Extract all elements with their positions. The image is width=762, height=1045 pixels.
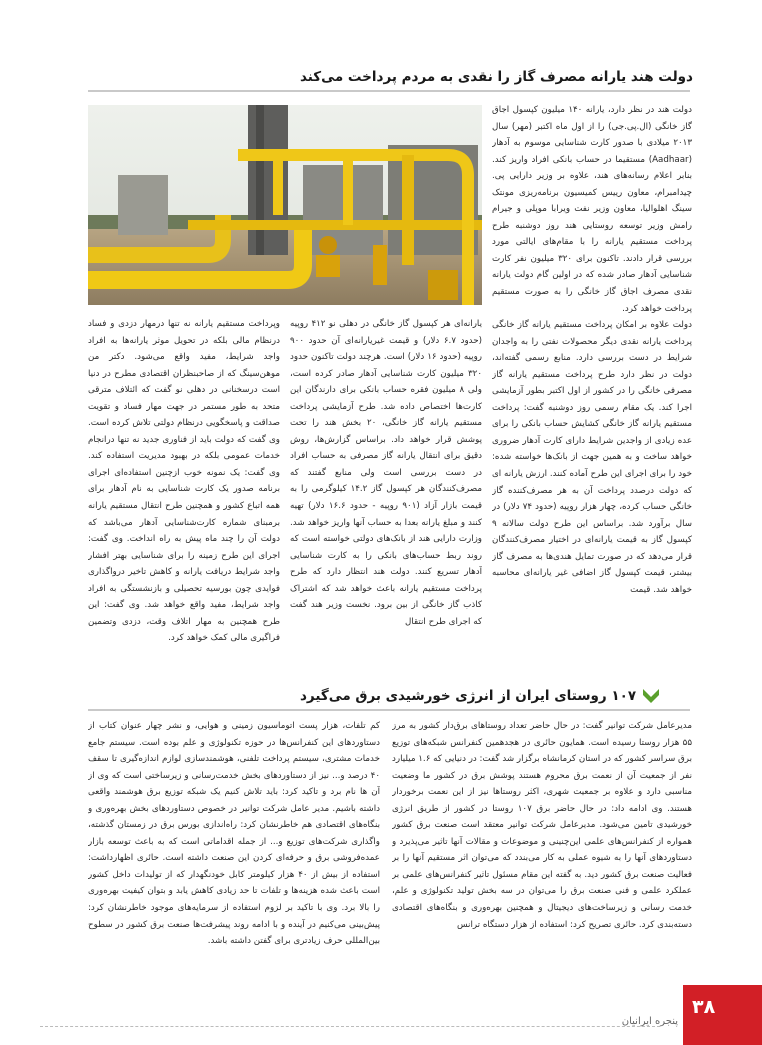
article1-column-middle: [290, 316, 482, 666]
article2-column-right: [392, 718, 692, 968]
chevron-down-icon: [642, 687, 660, 705]
gas-pipeline-photo: [88, 105, 482, 305]
article2-paragraph: کم تلفات، هزار پست اتوماسیون زمینی و هوایی، و نشر چهار عنوان کتاب از دستاوردهای این کنفرانس‌ها در حوزه تکنولوژی و علم بوده است. سیستم جامع خدمات مشتری، سیستم پرداخت تلفنی، هوشمندسازی لوازم اندازه‌گیری تا سقف ۴۰ درصد و... نیز از دستاوردهای بخش خدمت‌رسانی و زیرساختی است که وی از آن ها نام برد و تاکید کرد: باید تلاش کنیم یک شبکه توزیع برق هوشمند واقعی داشته باشیم. مدیر عامل شرکت توانیر در خصوص دستاوردهای بخش بهره‌وری و بنگاه‌های اقتصادی هم خاطرنشان کرد: راه‌اندازی بورس برق در زمستان گذشته، واگذاری شرکت‌های توزیع و... از جمله اقداماتی است که به باعث توسعه بازار عمده‌فروشی برق و حرفه‌ای کردن این صنعت داشته است. حائری اظهارداشت: استفاده از بیش از ۴۰ هزار کیلومتر کابل خودنگهدار که از تولیدات داخل کشور است باعث شده هزینه‌ها و تلفات تا حد زیادی کاهش یابد و بتوان کیفیت بهره‌وری را بالا برد. وی با تاکید بر لزوم استفاده از سرمایه‌های موجود خاطرنشان کرد: پیش‌بینی می‌کنیم در آینده و با ادامه روند پیشرفت‌ها صنعت برق کشور در سطوح بین‌المللی حرف زیادتری برای گفتن داشته باشد.: [88, 721, 380, 947]
article1-title: دولت هند یارانه مصرف گاز را نقدی به مردم پرداخت می‌کند: [300, 69, 693, 85]
article2-column-left: [88, 718, 380, 968]
page-number: ۳۸: [692, 996, 716, 1018]
article1-paragraph: وپرداخت مستقیم یارانه نه تنها درمهار دزدی و فساد درنظام مالی بلکه در تحویل موثر یارانه‌ها به افراد واجد شرایط، مفید واقع می‌شود. دکتر من موهن‌سینگ که از صاحبنظران اقتصادی مطرح در دنیا است درسخنانی در دهلی نو گفت که ائتلاف مترقی متحد به طور مستمر در جهت مهار فساد و تقویت صداقت و پاسخگویی درنظام دولتی تلاش کرده است. وی گفت که دولت باید از فناوری جدید نه تنها درانجام خدمات عمومی بلکه در بهبود مدیریت استفاده کند. وی گفت: یک نمونه خوب ازچنین استفاده‌ای اجرای برنامه صدور یک کارت شناسایی به نام آدهار برای همه اتباع کشور و همچنین طرح انتقال مستقیم یارانه برمبنای شماره کارت‌شناسایی آدهار می‌باشد که دولت آن را چند ماه پیش به راه انداخت. وی گفت: اجرای این طرح زمینه را برای شناسایی بهتر افشار واجد شرایط دریافت یارانه و کاهش تاخیر درواگذاری فوایدی چون بورسیه تحصیلی و بازنشستگی به افراد واجد شرایط، مفید واقع خواهد شد. وی گفت: این طرح همچنین به مهار اتلاف وقت، دزدی وتضمین فراگیری مالی کمک خواهد کرد.: [88, 319, 280, 644]
article1-column-right: [492, 102, 692, 666]
footer-divider: [40, 1026, 660, 1027]
article1-paragraph: دولت علاوه بر امکان پرداخت مستقیم یارانه گاز خانگی پرداخت یارانه نقدی دیگر محصولات نفتی را به واجدان شرایط در دست بررسی دارد. منابع رسمی گفته‌اند، دولت در نظر دارد طرح پرداخت مستقیم یارانه گاز مصرفی خانگی را در کشور از اول اکتبر بطور آزمایشی اجرا کند. یک مقام رسمی روز دوشنبه گفت: پرداخت مستقیم یارانه گاز خانگی کشایش حساب بانکی را برای عده زیادی از واجدین شرایط دارای کارت آدهار ضروری خواهد ساخت و به همین جهت از بانک‌ها خواسته شده: خود را برای اجرای این طرح آماده کنند. ارزش یارانه ای که دولت درصدد پرداخت آن به هر مصرف‌کننده گاز خانگی حساب کرده، چهار هزار روپیه (حدود ۷۴ دلار) در سال برآورد شد. براساس این طرح دولت سالانه ۹ کپسول گاز به قیمت یارانه‌ای در اختیار مصرف‌کنندگان قرار می‌دهد که در صورت تمایل هندی‌ها به مصرف گاز بیشتر، قیمت کپسول گاز اضافی غیر یارانه‌ای محاسبه خواهد شد. قیمت: [492, 320, 692, 595]
header-divider: [88, 90, 690, 92]
magazine-name: پنجره ایرانیان: [621, 1016, 678, 1027]
article1-column-left: [88, 316, 280, 666]
header-divider: [88, 709, 690, 711]
article1-header: [300, 66, 693, 88]
article1-paragraph: دولت هند در نظر دارد، یارانه ۱۴۰ میلیون کپسول اجاق گاز خانگی (ال.پی.جی) را از اول ماه اکتبر (مهر) سال ۲۰۱۳ میلادی با صدور کارت شناسایی موسوم به آدهار (Aadhaar) مستقیما در حساب بانکی افراد واریز کند. بنابر اعلام رسانه‌های هند، علاوه بر وزیر دارایی پی. چیدامبرام، معاون رییس کمیسیون برنامه‌ریزی مونتک سینگ اهلوالیا، معاون وزیر نفت ویرابا موپلی و جیرام رامش وزیر توسعه روستایی هند روز دوشنبه طرح پرداخت مستقیم یارانه را با مقام‌های ایالتی مورد بررسی قرار دادند. تاکنون برای ۳۲۰ میلیون نفر کارت شناسایی آدهار صادر شده که در اولین گام دولت یارانه نقدی مصرف اجاق گاز خانگی را به صورت مستقیم پرداخت خواهد کرد.: [492, 105, 692, 314]
article2-header: [300, 685, 690, 707]
article2-paragraph: مدیرعامل شرکت توانیر گفت: در حال حاضر تعداد روستاهای برق‌دار کشور به مرز ۵۵ هزار روستا رسیده است. همایون حائری در هجدهمین کنفرانس شبکه‌های توزیع برق سراسر کشور که در استان کرمانشاه برگزار شد گفت: در دنیایی که ۱.۶ میلیارد نفر از جمعیت آن از نعمت برق محروم هستند پوشش برق در کشور ما وضعیت مناسبی دارد و علاوه بر جمعیت شهری، اکثر روستاها نیز از این نعمت برخوردار هستند. وی ادامه داد: در حال حاضر برق ۱۰۷ روستا در کشور از طریق انرژی خورشیدی تامین می‌شود. مدیرعامل شرکت توانیر معتقد است صنعت برق کشور همواره از کنفرانس‌های علمی این‌چنینی و موضوعات و مقالات آنها تاثیر می‌پذیرد و دستاوردهای آنها را به شیوه عملی به کار می‌بندد که می‌توان اثر مستقیم آنها را بر فعالیت صنعت برق کشور دید. به گفته این مقام مسئول تاثیر کنفرانس‌های علمی بر عملکرد علمی و فنی صنعت برق را می‌توان در سه بخش تولید تکنولوژی و علم، خدمت رسانی و زیرساخت‌های دیجیتال و همچنین بهره‌وری و بنگاه‌های اقتصادی دسته‌بندی کرد. حائری تصریح کرد: استفاده از هزار دستگاه ترانس: [392, 721, 692, 930]
article2-title: ۱۰۷ روستای ایران از انرژی خورشیدی برق می‌گیرد: [300, 688, 637, 704]
article1-paragraph: یارانه‌ای هر کپسول گاز خانگی در دهلی نو ۴۱۲ روپیه (حدود ۶.۷ دلار) و قیمت غیریارانه‌ای آن حدود ۹۰۰ روپیه (حدود ۱۶ دلار) است. هرچند دولت تاکنون حدود ۳۲۰ میلیون کارت شناسایی آدهار صادر کرده است، ولی ۸ میلیون فقره حساب بانکی برای دارندگان این کارت‌ها اختصاص داده شد. طرح آزمایشی پرداخت مستقیم یارانه گاز خانگی، ۲۰ بخش هند را تحت پوشش قرار خواهد داد. براساس گزارش‌ها، روش دقیق برای انتقال یارانه گاز مصرفی به حساب افراد در دست بررسی است ولی منابع گفتند که مصرف‌کنندگان هر کپسول گاز ۱۴.۲ کیلوگرمی را به قیمت بازار آزاد (۹۰۱ روپیه - حدود ۱۶.۶ دلار) تهیه کنند و مبلغ یارانه بعدا به حساب آنها واریز خواهد شد. وزارت دارایی هند از بانک‌های دولتی خواسته است که روند ربط حساب‌های بانکی را به کارت شناسایی آدهار تسریع کنند. دولت هند انتظار دارد که طرح پرداخت مستقیم یارانه باعث خواهد شد که اشتراک کاذب گاز خانگی از بین برود. نخست وزیر هند گفت که اجرای طرح انتقال: [290, 319, 482, 627]
